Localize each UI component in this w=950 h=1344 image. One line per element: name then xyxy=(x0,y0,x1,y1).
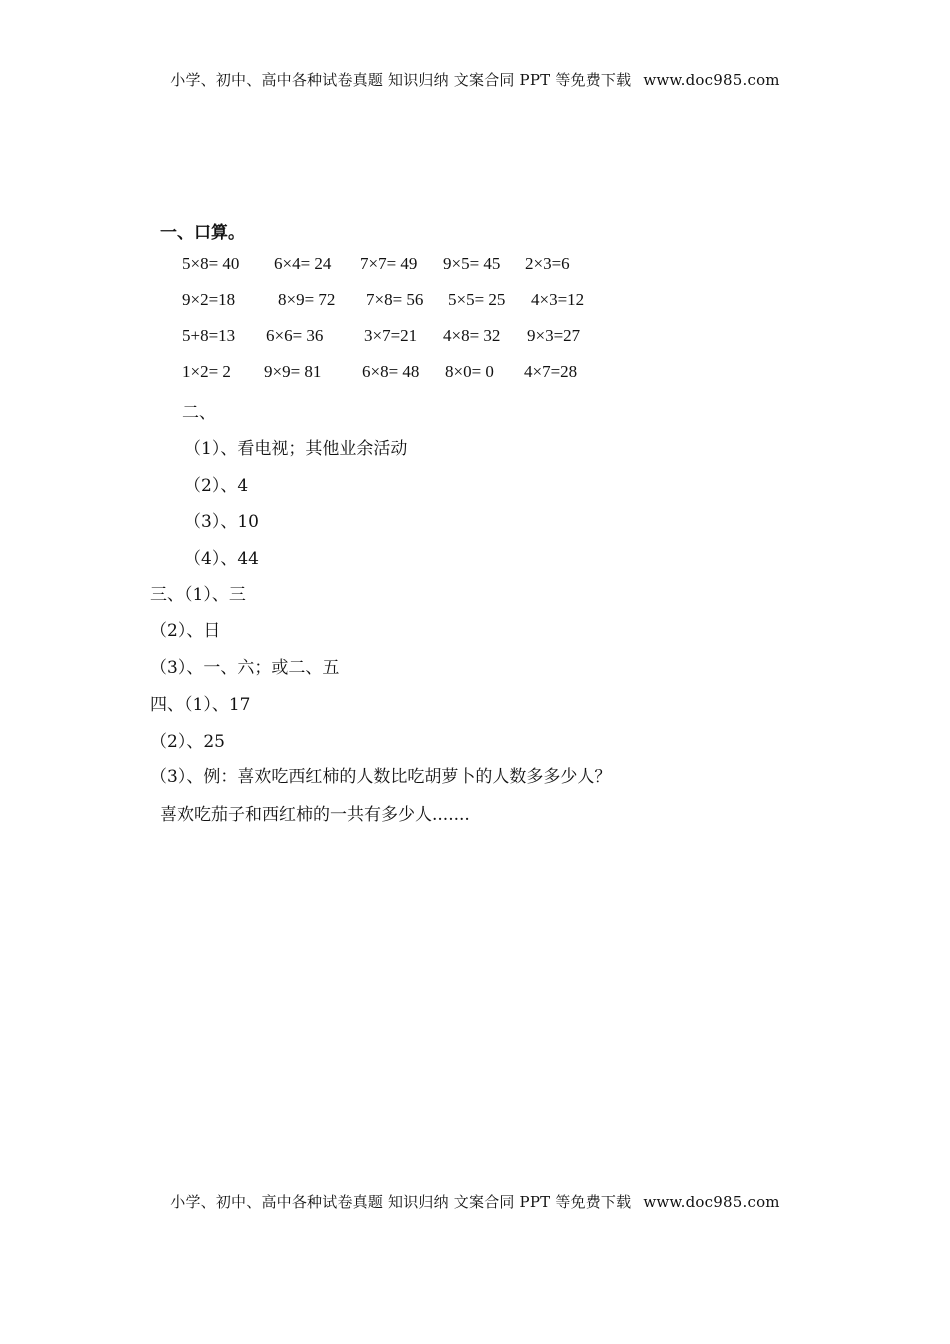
calc-item: 9×5= 45 xyxy=(443,254,501,273)
answer-line: （2）、25 xyxy=(150,732,225,752)
calc-item: 2×3=6 xyxy=(525,254,570,273)
calc-item: 9×2=18 xyxy=(182,290,236,309)
calc-item: 8×0= 0 xyxy=(445,362,494,381)
answer-line: 四、（1）、17 xyxy=(150,695,251,715)
page-header xyxy=(0,69,950,90)
calc-item: 6×8= 48 xyxy=(362,362,420,381)
answer-line: （3）、10 xyxy=(184,512,259,532)
page-footer xyxy=(0,1191,950,1212)
calc-item: 9×3=27 xyxy=(527,326,581,345)
calc-item: 5×5= 25 xyxy=(448,290,506,309)
footer-text: 小学、初中、高中各种试卷真题 知识归纳 文案合同 PPT 等免费下载 xyxy=(170,1193,632,1211)
answer-line: （4）、44 xyxy=(184,549,259,569)
header-text: 小学、初中、高中各种试卷真题 知识归纳 文案合同 PPT 等免费下载 xyxy=(170,71,632,89)
calc-item: 4×3=12 xyxy=(531,290,585,309)
section-2-title: 二、 xyxy=(182,403,216,423)
footer-url[interactable]: www.doc985.com xyxy=(643,1193,780,1211)
answer-line: （1）、看电视；其他业余活动 xyxy=(184,439,408,459)
calc-item: 4×7=28 xyxy=(524,362,578,381)
answer-line: （2）、日 xyxy=(150,621,221,641)
answer-line: （2）、4 xyxy=(184,476,249,496)
calc-item: 4×8= 32 xyxy=(443,326,501,345)
calc-item: 8×9= 72 xyxy=(278,290,336,309)
calc-item: 5+8=13 xyxy=(182,326,236,345)
calc-item: 3×7=21 xyxy=(364,326,418,345)
answer-line: 喜欢吃茄子和西红柿的一共有多少人....... xyxy=(160,805,470,825)
calc-item: 1×2= 2 xyxy=(182,362,231,381)
calc-item: 5×8= 40 xyxy=(182,254,240,273)
section-1-title: 一、口算。 xyxy=(160,223,245,243)
calc-item: 6×6= 36 xyxy=(266,326,324,345)
calc-item: 9×9= 81 xyxy=(264,362,322,381)
answer-line: （3）、一、六；或二、五 xyxy=(150,658,340,678)
answer-line: 三、（1）、三 xyxy=(150,585,246,605)
calc-item: 6×4= 24 xyxy=(274,254,332,273)
calc-item: 7×7= 49 xyxy=(360,254,418,273)
answer-line: （3）、例：喜欢吃西红柿的人数比吃胡萝卜的人数多多少人？ xyxy=(150,767,612,787)
header-url[interactable]: www.doc985.com xyxy=(643,71,780,89)
calc-item: 7×8= 56 xyxy=(366,290,424,309)
